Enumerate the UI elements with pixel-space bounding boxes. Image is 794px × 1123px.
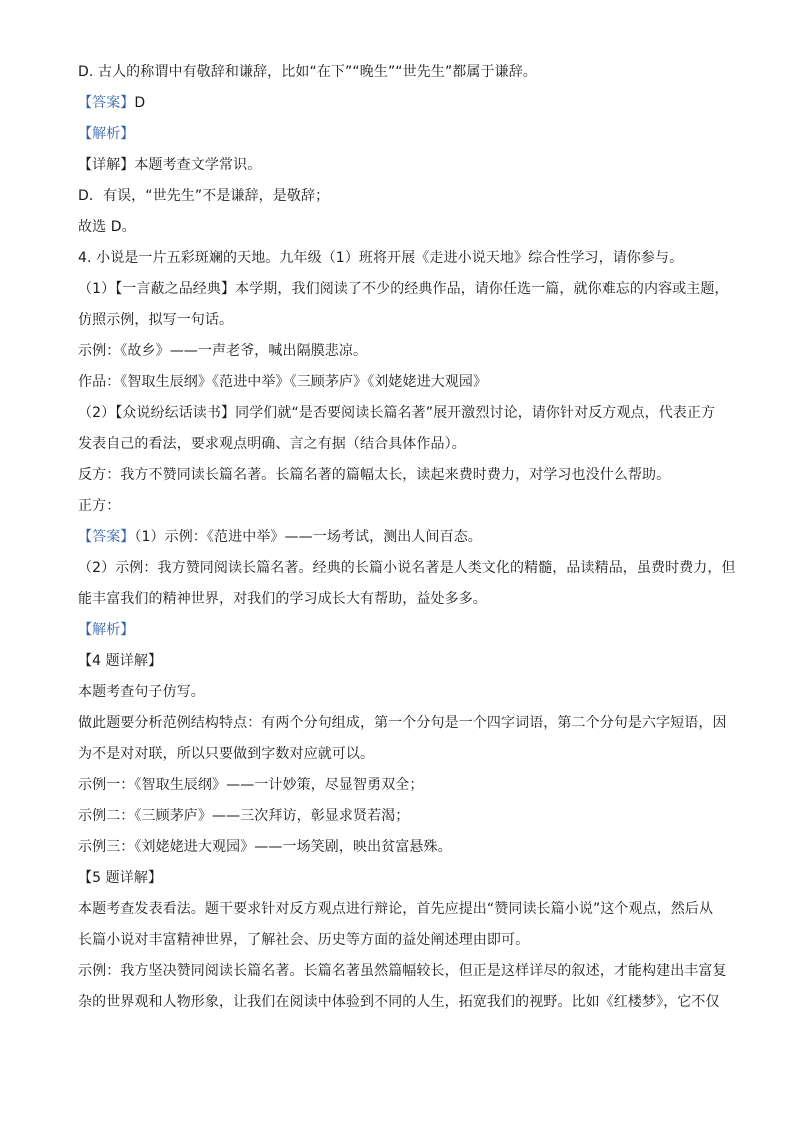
text-line: （2）【众说纷纭话读书】同学们就“是否要阅读长篇名著”展开激烈讨论，请你针对反方观点，代表正方 xyxy=(78,405,716,421)
text-line: 故选 D。 xyxy=(78,219,136,235)
document-page xyxy=(78,62,736,1023)
text-line: D．有误，“世先生”不是谦辞，是敬辞； xyxy=(78,188,330,204)
text-line: 本题考查句子仿写。 xyxy=(78,684,205,700)
analysis-line xyxy=(78,124,728,145)
text-line: 正方： xyxy=(78,498,121,514)
text-line: 示例三：《刘姥姥进大观园》——一场笑剧，映出贫富悬殊。 xyxy=(78,839,452,855)
text-line: （2）示例：我方赞同阅读长篇名著。经典的长篇小说名著是人类文化的精髓，品读精品，虽费时费力，但 xyxy=(78,560,736,576)
text-line: 仿照示例，拟写一句话。 xyxy=(78,312,234,328)
answer-text: （1）示例：《范进中举》——一场考试，测出人间百态。 xyxy=(134,529,482,545)
text-line: 示例：《故乡》——一声老爷，喊出隔膜悲凉。 xyxy=(78,343,368,359)
text-line: 【详解】本题考查文学常识。 xyxy=(78,157,262,173)
text-line: 做此题要分析范例结构特点：有两个分句组成，第一个分句是一个四字词语，第二个分句是六字短语，因 xyxy=(78,715,727,731)
answer-line xyxy=(78,527,728,548)
text-line: 作品：《智取生辰纲》《范进中举》《三顾茅庐》《刘姥姥进大观园》 xyxy=(78,374,488,390)
analysis-tag: 【解析】 xyxy=(78,622,135,638)
answer-text: D xyxy=(134,95,146,111)
text-line: 发表自己的看法，要求观点明确、言之有据（结合具体作品）。 xyxy=(78,436,466,452)
text-line: D. 古人的称谓中有敬辞和谦辞，比如“在下”“晚生”“世先生”都属于谦辞。 xyxy=(78,64,537,80)
text-line: （1）【一言蔽之品经典】本学期，我们阅读了不少的经典作品，请你任选一篇，就你难忘的内容或主题， xyxy=(78,281,729,297)
answer-tag: 【答案】 xyxy=(78,529,135,545)
text-line: 杂的世界观和人物形象，让我们在阅读中体验到不同的人生，拓宽我们的视野。比如《红楼梦》，它不仅 xyxy=(78,994,720,1010)
question-line: 4. 小说是一片五彩斑斓的天地。九年级（1）班将开展《走进小说天地》综合性学习，请你参与。 xyxy=(78,250,684,266)
text-line: 本题考查发表看法。题干要求针对反方观点进行辩论，首先应提出“赞同读长篇小说”这个观点，然后从 xyxy=(78,901,714,917)
text-line: 示例：我方坚决赞同阅读长篇名著。长篇名著虽然篇幅较长，但正是这样详尽的叙述，才能构建出丰富复 xyxy=(78,963,727,979)
text-line: 示例一：《智取生辰纲》——一计妙策，尽显智勇双全； xyxy=(78,777,424,793)
analysis-tag: 【解析】 xyxy=(78,126,135,142)
text-line: 【4 题详解】 xyxy=(78,653,163,669)
answer-line xyxy=(78,93,728,114)
text-line: 示例二：《三顾茅庐》——三次拜访，彰显求贤若渴； xyxy=(78,808,410,824)
text-line: 能丰富我们的精神世界，对我们的学习成长大有帮助，益处多多。 xyxy=(78,591,487,607)
text-line: 【5 题详解】 xyxy=(78,870,163,886)
text-line: 为不是对对联，所以只要做到字数对应就可以。 xyxy=(78,746,375,762)
analysis-line xyxy=(78,620,728,641)
text-line: 长篇小说对丰富精神世界，了解社会、历史等方面的益处阐述理由即可。 xyxy=(78,932,530,948)
text-line: 反方：我方不赞同读长篇名著。长篇名著的篇幅太长，读起来费时费力，对学习也没什么帮助。 xyxy=(78,467,671,483)
answer-tag: 【答案】 xyxy=(78,95,135,111)
